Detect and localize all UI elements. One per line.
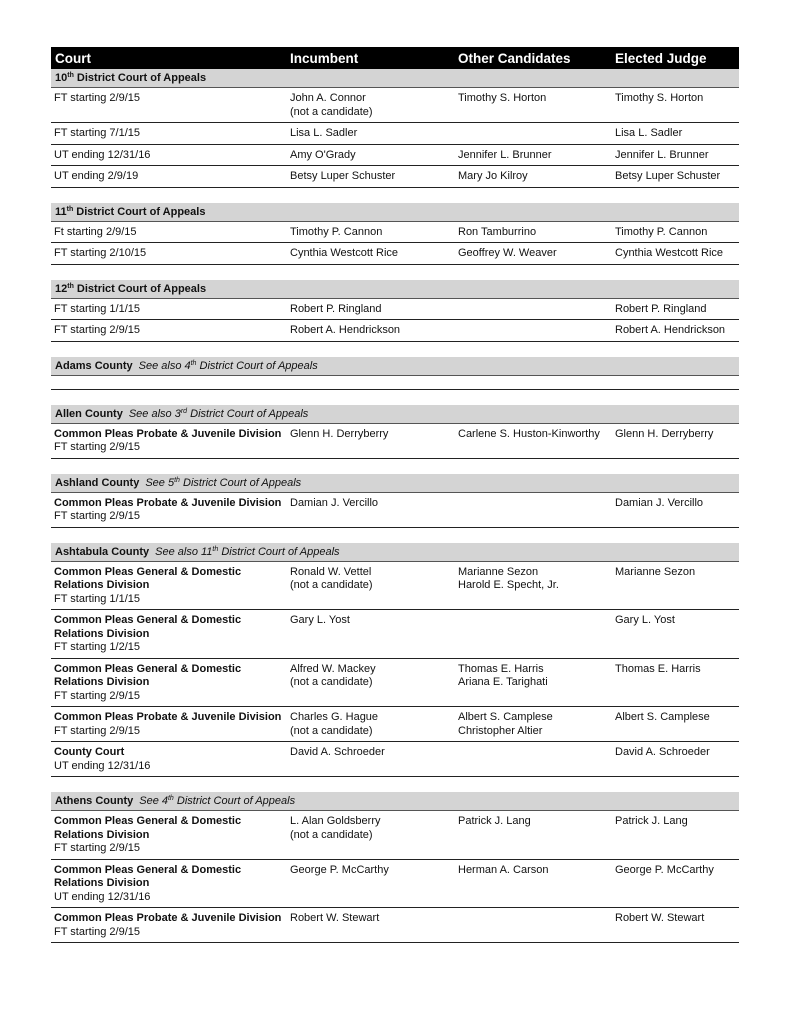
section-note: See also 11th District Court of Appeals	[155, 545, 340, 558]
other-candidates-cell	[455, 746, 612, 773]
incumbent-name: (not a candidate)	[290, 828, 373, 841]
ordinal-suffix: th	[167, 795, 174, 802]
table-row	[51, 908, 739, 943]
section-spacer	[51, 342, 739, 357]
incumbent-cell	[287, 711, 455, 738]
court-cell	[51, 170, 287, 184]
court-name: Common Pleas Probate & Juvenile Division	[54, 912, 282, 924]
incumbent-name: Timothy P. Cannon	[290, 225, 383, 238]
elected-judge-cell	[612, 170, 739, 184]
table-row	[51, 659, 739, 708]
incumbent-name: Glenn H. Derryberry	[290, 427, 389, 440]
other-candidates-cell	[455, 170, 612, 184]
ordinal-suffix: rd	[180, 407, 188, 415]
elected-name: Jennifer L. Brunner	[615, 148, 709, 161]
other-candidates-cell	[455, 566, 612, 607]
term: FT starting 7/1/15	[54, 127, 141, 139]
court-name: Common Pleas General & Domestic Relations Division	[54, 863, 242, 889]
elected-name: Patrick J. Lang	[615, 815, 688, 827]
section-title: Allen County	[55, 407, 123, 420]
incumbent-name: (not a candidate)	[290, 676, 373, 688]
other-candidates-cell	[455, 127, 612, 141]
elected-judge-cell	[612, 815, 739, 856]
table-row	[51, 424, 739, 459]
table-row	[51, 299, 739, 321]
term: FT starting 1/2/15	[54, 641, 141, 653]
table-body	[51, 69, 739, 943]
incumbent-name: Robert P. Ringland	[290, 302, 382, 315]
table-row	[51, 562, 739, 611]
elected-name: Damian J. Vercillo	[615, 496, 704, 509]
candidate-name: Mary Jo Kilroy	[458, 170, 528, 182]
other-candidates-cell	[455, 497, 612, 524]
term: FT starting 1/1/15	[54, 592, 141, 605]
incumbent-cell	[287, 566, 455, 607]
other-candidates-cell	[455, 864, 612, 905]
section-note: See also 3rd District Court of Appeals	[128, 407, 309, 420]
incumbent-name: L. Alan Goldsberry	[290, 815, 381, 827]
section-note: See 4th District Court of Appeals	[139, 795, 296, 807]
section-header	[51, 280, 739, 299]
incumbent-name: Robert W. Stewart	[290, 912, 380, 924]
elected-judge-cell	[612, 912, 739, 939]
section-spacer	[51, 265, 739, 280]
table-row	[51, 320, 739, 342]
incumbent-name: (not a candidate)	[290, 579, 373, 591]
candidate-name: Ron Tamburrino	[458, 225, 537, 238]
other-candidates-cell	[455, 303, 612, 317]
court-cell	[51, 746, 287, 773]
term: Ft starting 2/9/15	[54, 225, 137, 238]
other-candidates-cell	[455, 247, 612, 261]
incumbent-name: David A. Schroeder	[290, 746, 385, 758]
term: FT starting 2/9/15	[54, 724, 141, 737]
section-header	[51, 357, 739, 376]
incumbent-name: Damian J. Vercillo	[290, 496, 379, 509]
section-title: Adams County	[55, 359, 133, 372]
section-title: Ashtabula County	[55, 545, 150, 558]
section-title: Ashland County	[55, 476, 140, 489]
court-cell	[51, 149, 287, 163]
incumbent-name: Robert A. Hendrickson	[290, 324, 401, 336]
elected-name: Timothy S. Horton	[615, 92, 704, 104]
header-incumbent: Incumbent	[290, 50, 359, 66]
elected-judge-cell	[612, 324, 739, 338]
table-row	[51, 811, 739, 860]
court-name: Common Pleas General & Domestic Relations Division	[54, 565, 242, 591]
elected-name: Robert A. Hendrickson	[615, 324, 726, 336]
section-title: 12th District Court of Appeals	[55, 282, 207, 295]
table-header	[51, 47, 739, 69]
incumbent-name: Gary L. Yost	[290, 614, 350, 626]
elected-judge-cell	[612, 149, 739, 163]
ordinal-suffix: th	[66, 205, 74, 213]
incumbent-name: Amy O'Grady	[290, 148, 356, 161]
candidate-name: Timothy S. Horton	[458, 92, 547, 104]
candidate-name: Albert S. Camplese	[458, 711, 553, 723]
section-note: See also 4th District Court of Appeals	[138, 359, 318, 372]
section-spacer	[51, 390, 739, 405]
incumbent-cell	[287, 497, 455, 524]
court-name: Common Pleas General & Domestic Relations Division	[54, 815, 242, 841]
court-cell	[51, 711, 287, 738]
ordinal-suffix: th	[67, 282, 74, 290]
section-header	[51, 405, 739, 424]
court-cell	[51, 912, 287, 939]
elected-name: Cynthia Westcott Rice	[615, 247, 724, 259]
court-cell	[51, 247, 287, 261]
section-header	[51, 203, 739, 222]
section-spacer	[51, 528, 739, 543]
incumbent-cell	[287, 864, 455, 905]
other-candidates-cell	[455, 92, 612, 119]
ordinal-suffix: th	[212, 545, 219, 553]
elected-name: Lisa L. Sadler	[615, 127, 683, 139]
elected-judge-cell	[612, 566, 739, 607]
other-candidates-cell	[455, 711, 612, 738]
incumbent-name: Alfred W. Mackey	[290, 662, 376, 675]
elected-name: Gary L. Yost	[615, 614, 675, 626]
elected-judge-cell	[612, 497, 739, 524]
court-cell	[51, 127, 287, 141]
other-candidates-cell	[455, 226, 612, 240]
table-row	[51, 243, 739, 265]
elected-judge-cell	[612, 711, 739, 738]
term: UT ending 2/9/19	[54, 170, 139, 182]
elected-name: Robert W. Stewart	[615, 912, 705, 924]
candidate-name: Harold E. Specht, Jr.	[458, 579, 559, 591]
incumbent-cell	[287, 663, 455, 704]
elected-name: Glenn H. Derryberry	[615, 427, 714, 440]
incumbent-cell	[287, 170, 455, 184]
elected-name: Betsy Luper Schuster	[615, 170, 721, 182]
elected-name: Timothy P. Cannon	[615, 225, 708, 238]
incumbent-name: John A. Connor	[290, 92, 366, 104]
incumbent-name: Cynthia Westcott Rice	[290, 247, 399, 259]
incumbent-cell	[287, 127, 455, 141]
table-row	[51, 610, 739, 659]
court-cell	[51, 864, 287, 905]
section-header	[51, 69, 739, 88]
elected-name: Thomas E. Harris	[615, 662, 701, 675]
candidate-name: Patrick J. Lang	[458, 815, 531, 827]
term: FT starting 2/9/15	[54, 689, 141, 702]
table-row	[51, 742, 739, 777]
candidate-name: Thomas E. Harris	[458, 662, 544, 675]
candidate-name: Marianne Sezon	[458, 565, 539, 578]
term: UT ending 12/31/16	[54, 759, 151, 772]
term: FT starting 2/9/15	[54, 441, 141, 453]
court-cell	[51, 566, 287, 607]
elected-judge-cell	[612, 428, 739, 455]
term: FT starting 2/9/15	[54, 92, 141, 104]
table-row	[51, 222, 739, 244]
incumbent-name: Ronald W. Vettel	[290, 565, 372, 578]
table-row	[51, 88, 739, 123]
election-results-table	[51, 47, 739, 943]
section-spacer	[51, 777, 739, 792]
candidate-name: Ariana E. Tarighati	[458, 676, 548, 688]
ordinal-suffix: th	[67, 72, 74, 79]
elected-judge-cell	[612, 864, 739, 905]
section-header	[51, 792, 739, 811]
incumbent-cell	[287, 226, 455, 240]
other-candidates-cell	[455, 614, 612, 655]
court-cell	[51, 815, 287, 856]
table-row	[51, 493, 739, 528]
incumbent-cell	[287, 303, 455, 317]
header-elected-judge: Elected Judge	[615, 50, 707, 66]
candidate-name: Geoffrey W. Weaver	[458, 247, 557, 259]
elected-judge-cell	[612, 303, 739, 317]
incumbent-name: (not a candidate)	[290, 105, 373, 118]
court-cell	[51, 663, 287, 704]
elected-name: Albert S. Camplese	[615, 711, 710, 723]
ordinal-suffix: th	[174, 476, 180, 484]
other-candidates-cell	[455, 149, 612, 163]
incumbent-cell	[287, 247, 455, 261]
elected-judge-cell	[612, 247, 739, 261]
section-spacer	[51, 459, 739, 474]
incumbent-cell	[287, 428, 455, 455]
incumbent-name: Betsy Luper Schuster	[290, 170, 396, 182]
candidate-name: Carlene S. Huston-Kinworthy	[458, 427, 600, 440]
elected-judge-cell	[612, 614, 739, 655]
court-cell	[51, 303, 287, 317]
table-row	[51, 166, 739, 188]
term: FT starting 2/9/15	[54, 925, 141, 938]
term: UT ending 12/31/16	[54, 148, 151, 161]
section-note: See 5th District Court of Appeals	[145, 476, 302, 489]
elected-name: George P. McCarthy	[615, 863, 714, 876]
court-cell	[51, 614, 287, 655]
other-candidates-cell	[455, 428, 612, 455]
table-row	[51, 707, 739, 742]
court-name: Common Pleas General & Domestic Relations Division	[54, 614, 242, 640]
incumbent-cell	[287, 614, 455, 655]
elected-judge-cell	[612, 92, 739, 119]
candidate-name: Christopher Altier	[458, 724, 543, 737]
table-row	[51, 860, 739, 909]
court-cell	[51, 428, 287, 455]
incumbent-cell	[287, 92, 455, 119]
elected-name: Marianne Sezon	[615, 565, 696, 578]
incumbent-name: Lisa L. Sadler	[290, 127, 358, 139]
section-header	[51, 474, 739, 493]
ordinal-suffix: th	[190, 359, 197, 367]
court-cell	[51, 226, 287, 240]
elected-judge-cell	[612, 746, 739, 773]
section-header	[51, 543, 739, 562]
court-name: Common Pleas Probate & Juvenile Division	[54, 711, 282, 723]
header-other-candidates: Other Candidates	[458, 50, 571, 66]
other-candidates-cell	[455, 663, 612, 704]
other-candidates-cell	[455, 815, 612, 856]
incumbent-cell	[287, 324, 455, 338]
elected-judge-cell	[612, 226, 739, 240]
incumbent-cell	[287, 149, 455, 163]
section-title: 11th District Court of Appeals	[55, 205, 206, 218]
elected-judge-cell	[612, 127, 739, 141]
term: UT ending 12/31/16	[54, 890, 151, 903]
term: FT starting 2/9/15	[54, 510, 141, 522]
term: FT starting 1/1/15	[54, 302, 141, 315]
candidate-name: Jennifer L. Brunner	[458, 148, 552, 161]
court-cell	[51, 324, 287, 338]
incumbent-name: Charles G. Hague	[290, 711, 379, 723]
elected-name: Robert P. Ringland	[615, 302, 707, 315]
section-title: 10th District Court of Appeals	[55, 72, 207, 84]
table-row	[51, 145, 739, 167]
court-cell	[51, 92, 287, 119]
section-title: Athens County	[55, 795, 134, 807]
court-name: Common Pleas Probate & Juvenile Division	[54, 427, 282, 440]
empty-row	[51, 376, 739, 390]
section-spacer	[51, 188, 739, 203]
other-candidates-cell	[455, 912, 612, 939]
incumbent-cell	[287, 815, 455, 856]
incumbent-name: George P. McCarthy	[290, 863, 389, 876]
term: FT starting 2/9/15	[54, 324, 141, 336]
incumbent-cell	[287, 912, 455, 939]
elected-judge-cell	[612, 663, 739, 704]
court-cell	[51, 497, 287, 524]
court-name: Common Pleas General & Domestic Relations Division	[54, 662, 242, 688]
table-row	[51, 123, 739, 145]
incumbent-name: (not a candidate)	[290, 724, 373, 737]
incumbent-cell	[287, 746, 455, 773]
other-candidates-cell	[455, 324, 612, 338]
term: FT starting 2/9/15	[54, 842, 141, 854]
elected-name: David A. Schroeder	[615, 746, 710, 758]
term: FT starting 2/10/15	[54, 247, 147, 259]
court-name: Common Pleas Probate & Juvenile Division	[54, 496, 282, 509]
candidate-name: Herman A. Carson	[458, 863, 549, 876]
header-court: Court	[55, 50, 91, 66]
court-name: County Court	[54, 746, 125, 758]
